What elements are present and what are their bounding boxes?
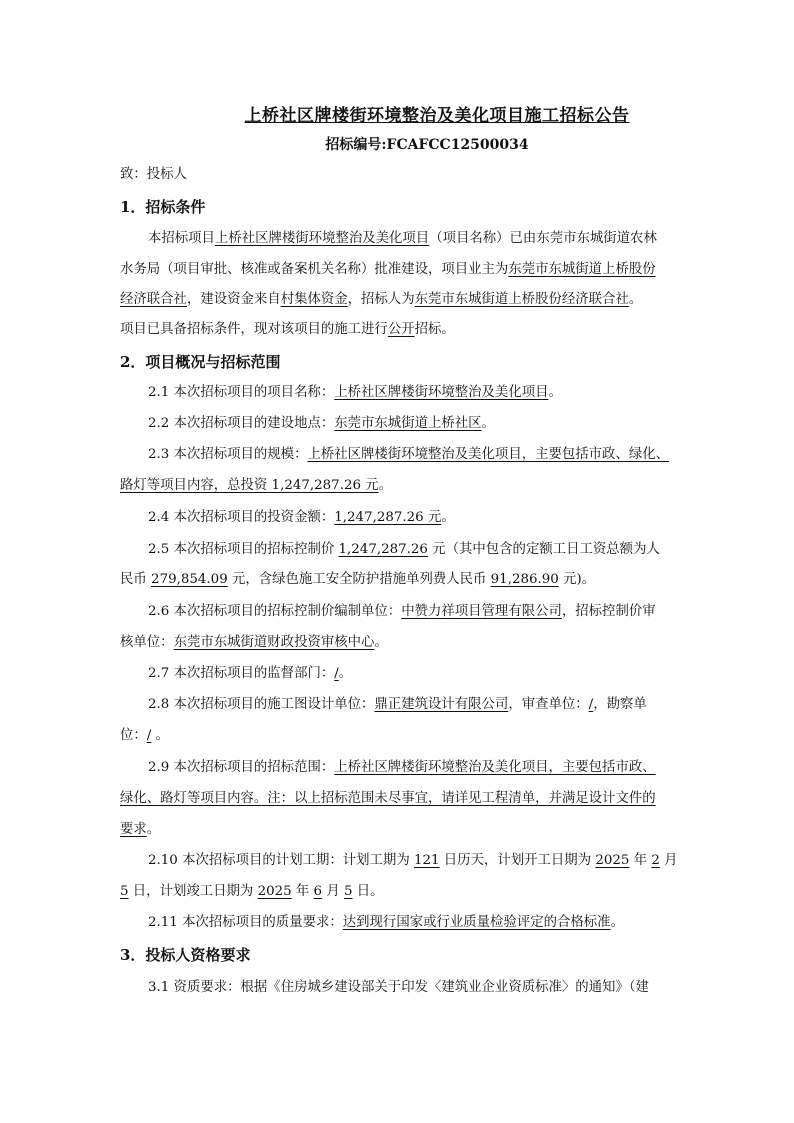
paragraph-line: 位：/ 。 <box>120 728 169 743</box>
paragraph-line: 项目已具备招标条件，现对该项目的施工进行公开招标。 <box>120 322 455 337</box>
paragraph-line: 5 日，计划竣工日期为 2025 年 6 月 5 日。 <box>120 884 384 899</box>
paragraph-line: 要求。 <box>120 822 161 837</box>
section-2-heading: 2．项目概况与招标范围 <box>120 353 281 371</box>
paragraph-line: 绿化、路灯等项目内容。注：以上招标范围未尽事宜，请详见工程清单，并满足设计文件的 <box>120 791 656 806</box>
paragraph-line: 2.9 本次招标项目的招标范围：上桥社区牌楼街环境整治及美化项目，主要包括市政、 <box>148 760 656 775</box>
paragraph-line: 民币 279,854.09 元，含绿色施工安全防护措施单列费人民币 91,286.90 元)。 <box>120 572 596 587</box>
paragraph-line: 2.4 本次招标项目的投资金额：1,247,287.26 元。 <box>148 510 455 525</box>
section-1-heading: 1．招标条件 <box>120 198 206 216</box>
paragraph-line: 2.1 本次招标项目的项目名称：上桥社区牌楼街环境整治及美化项目。 <box>148 385 562 400</box>
paragraph-line: 2.2 本次招标项目的建设地点：东莞市东城街道上桥社区。 <box>148 416 495 431</box>
page-title: 上桥社区牌楼街环境整治及美化项目施工招标公告 <box>244 106 630 126</box>
section-3-heading: 3．投标人资格要求 <box>120 946 251 964</box>
paragraph-line: 经济联合社，建设资金来自村集体资金，招标人为东莞市东城街道上桥股份经济联合社。 <box>120 292 643 307</box>
paragraph-line: 2.7 本次招标项目的监督部门：/。 <box>148 666 353 681</box>
paragraph-line: 2.10 本次招标项目的计划工期：计划工期为 121 日历天，计划开工日期为 2025 年 2 月 <box>148 853 678 868</box>
paragraph-line: 路灯等项目内容，总投资 1,247,287.26 元。 <box>120 478 393 493</box>
paragraph-line: 2.6 本次招标项目的招标控制价编制单位：中赞力祥项目管理有限公司，招标控制价审 <box>148 604 656 619</box>
paragraph-line: 3.1 资质要求：根据《住房城乡建设部关于印发〈建筑业企业资质标准〉的通知》（建 <box>148 980 649 995</box>
paragraph-line: 2.8 本次招标项目的施工图设计单位：鼎正建筑设计有限公司，审查单位：/，勘察单 <box>148 697 647 712</box>
paragraph-line: 本招标项目上桥社区牌楼街环境整治及美化项目（项目名称）已由东莞市东城街道农林 <box>148 231 657 246</box>
greeting: 致：投标人 <box>120 167 187 182</box>
paragraph-line: 2.11 本次招标项目的质量要求：达到现行国家或行业质量检验评定的合格标准。 <box>148 915 624 930</box>
paragraph-line: 2.3 本次招标项目的规模：上桥社区牌楼街环境整治及美化项目，主要包括市政、绿化、 <box>148 447 670 462</box>
paragraph-line: 核单位：东莞市东城街道财政投资审核中心。 <box>120 635 388 650</box>
bid-number: 招标编号:FCAFCC12500034 <box>325 137 529 153</box>
paragraph-line: 水务局（项目审批、核准或备案机关名称）批准建设，项目业主为东莞市东城街道上桥股份 <box>120 262 656 277</box>
paragraph-line: 2.5 本次招标项目的招标控制价 1,247,287.26 元（其中包含的定额工日工资总额为人 <box>148 542 660 557</box>
